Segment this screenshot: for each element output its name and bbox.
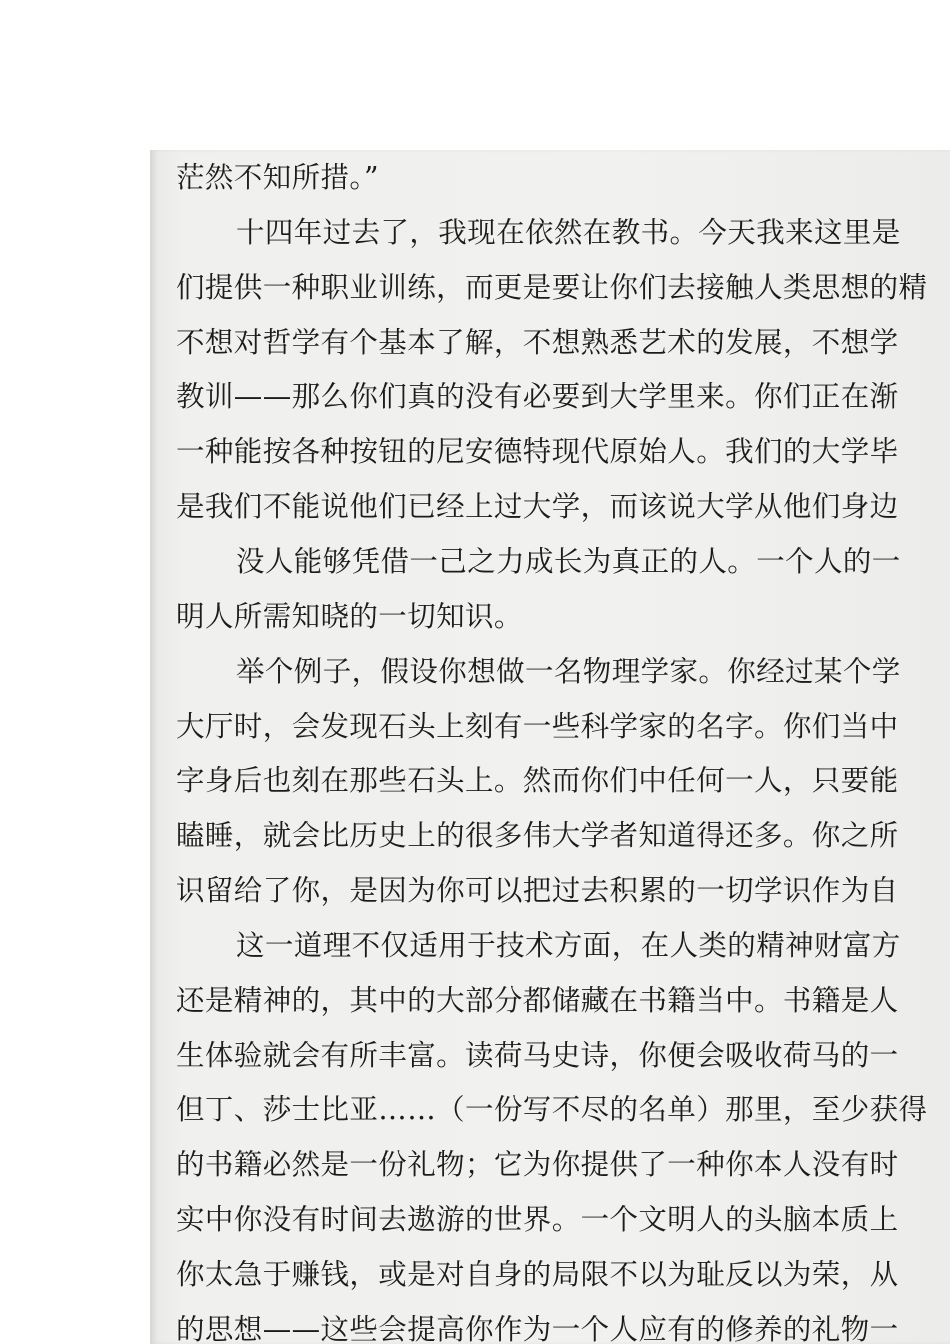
paragraph-first-line: 十四年过去了，我现在依然在教书。今天我来这里是 [236,215,901,249]
paragraph-first-line: 举个例子，假设你想做一名物理学家。你经过某个学 [236,654,901,688]
text-line: 你太急于赚钱，或是对自身的局限不以为耻反以为荣，从 [176,1258,899,1291]
text-line: 的书籍必然是一份礼物；它为你提供了一种你本人没有时 [176,1148,899,1182]
text-line: 一种能按各种按钮的尼安德特现代原始人。我们的大学毕 [176,435,899,469]
text-line: 的思想——这些会提高你作为一个人应有的修养的礼物一 [176,1312,899,1344]
paragraph-first-line: 没人能够凭借一己之力成长为真正的人。一个人的一 [236,544,901,578]
text-line: 教训——那么你们真的没有必要到大学里来。你们正在渐 [176,380,899,414]
text-line: 还是精神的，其中的大部分都储藏在书籍当中。书籍是人 [176,983,899,1017]
text-line: 瞌睡，就会比历史上的很多伟大学者知道得还多。你之所 [176,819,899,853]
text-line: 但丁、莎士比亚……（一份写不尽的名单）那里，至少获得 [176,1093,928,1127]
text-line: 生体验就会有所丰富。读荷马史诗，你便会吸收荷马的一 [176,1038,899,1072]
text-line: 是我们不能说他们已经上过大学，而该说大学从他们身边 [176,490,899,524]
text-line: 茫然不知所措。” [176,161,380,194]
text-line: 们提供一种职业训练，而更是要让你们去接触人类思想的精 [176,270,928,304]
text-line: 大厅时，会发现石头上刻有一些科学家的名字。你们当中 [176,709,899,743]
paragraph-first-line: 这一道理不仅适用于技术方面，在人类的精神财富方 [236,928,901,962]
text-line: 识留给了你，是因为你可以把过去积累的一切学识作为自 [176,874,899,908]
text-line: 实中你没有时间去遨游的世界。一个文明人的头脑本质上 [176,1203,899,1237]
scanned-page [152,150,950,1344]
text-line: 明人所需知晓的一切知识。 [176,599,523,633]
text-line: 字身后也刻在那些石头上。然而你们中任何一人，只要能 [176,764,899,798]
text-line: 不想对哲学有个基本了解，不想熟悉艺术的发展，不想学 [176,325,899,359]
